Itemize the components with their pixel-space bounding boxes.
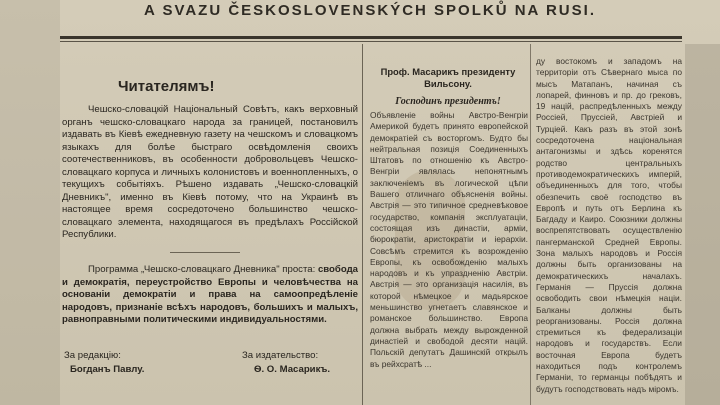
article-greeting: Господинъ президентъ!	[395, 96, 501, 107]
article-body: Объявленіе войны Австро-Венгріи Америкой будетъ принято европейской демократіей съ восторгомъ. Будто бы нейтральная позиція Соединенныхъ Штатовъ по отношенію къ Австро-Венгріи являлась непонятнымъ заключеніемъ въ логической цѣпи Вашего отличнаго объясненія войны. Австрія — это типичное средневѣковое государство, компанія эксплуатаціи, состоящая изъ династіи, арміи, бюрократіи, аристократіи и іерархіи. Совсѣмъ стремится къ возрожденію Европы, къ освобожденію малыхъ народовъ и къ упраздненію Австріи. Австрія — это организація насилія, въ которой нѣмецкое и мадьярское меньшинство угнетаетъ славянское и романское большинство. Европа должна выбрать между вырожденной династіей и свободой десяти націй. Польскій депутатъ Дашинскій открылъ въ рейхсратѣ ...	[370, 110, 528, 369]
program-intro: Программа „Чешско-словацкаго Дневника" проста:	[88, 264, 316, 275]
publisher-name: Ѳ. О. Масарикъ.	[254, 364, 331, 375]
separator	[170, 252, 240, 253]
program-paragraph	[62, 264, 358, 327]
column-divider	[362, 44, 363, 405]
article-text: Чешско-словацкій Національный Совѣтъ, какъ верховный органъ чешско-словацкаго народа за границей, постановилъ издавать въ Кіевѣ ежедневную газету на чешскомъ и словацкомъ языкахъ для болѣе быстраго освѣдомленія своихъ соотечественниковъ, въ особенности добровольцевъ Чешско-словацкаго корпуса и личныхъ колонистовъ и военнопленныхъ, о текущихъ событіяхъ. Рѣшено издавать „Чешско-словацкій Дневникъ", именно въ Кіевѣ потому, что на Украинѣ въ настоящее время сосредоточено большинство чешско-словацкаго элемента, находящагося въ предѣлахъ Россійской Республики.	[62, 104, 358, 240]
publisher-label: За издательство:	[242, 350, 319, 361]
masthead-rule-thin	[60, 41, 682, 42]
article-title: Проф. Масарикъ президенту Вильсону.	[380, 66, 516, 89]
masthead-subtitle: A SVAZU ČESKOSLOVENSKÝCH SPOLKŮ NA RUSI.	[144, 2, 596, 19]
continued-article-body: ду востокомъ и западомъ на территоріи отъ Сѣвернаго мыса по мысъ Матапанъ, начиная съ лопарей, финновъ и пр. до грековъ, 19 націй, распредѣленныхъ между Россіей, Пруссіей, Австріей и Турціей. Какъ разъ въ этой зонѣ сосредоточена національная антагонизмы и здѣсь коренятся родство центральныхъ противодемократическихъ имперій, объединенныхъ для того, чтобы обезпечить своё господство въ Европѣ и путь отъ Берлина къ Багдаду и Каиро. Союзники должны воспрепятствовать осуществленію пангерманской Средней Европы. Зона малыхъ народовъ и Россія должны быть организованы на демократическихъ началахъ. Германія — Пруссія должна освободить свои нѣмецкія націи. Балканы должны быть реорганизованы. Россія должна стремиться къ федерализаціи народовъ и государствъ. Если восточная Европа будетъ находиться подъ контролемъ Германіи, то германцы побѣдятъ и будутъ господствовать надъ міромъ.	[536, 56, 682, 394]
masthead-rule	[60, 36, 682, 39]
editor-label: За редакцію:	[64, 350, 121, 361]
article-paragraph	[62, 104, 358, 242]
page-shadow	[0, 0, 60, 405]
headline: Читателямъ!	[118, 78, 215, 95]
editor-name: Богданъ Павлу.	[70, 364, 145, 375]
program-bold: свобода и демократія, переустройство Европы и человѣчества на основаніи демократіи и права на самоопредѣленіе народовъ, признаніе всѣхъ народовъ, большихъ и малыхъ, равноправными политическими индивидуальностями.	[62, 264, 358, 325]
column-divider-2	[530, 44, 531, 405]
page-edge-shadow	[685, 44, 720, 405]
